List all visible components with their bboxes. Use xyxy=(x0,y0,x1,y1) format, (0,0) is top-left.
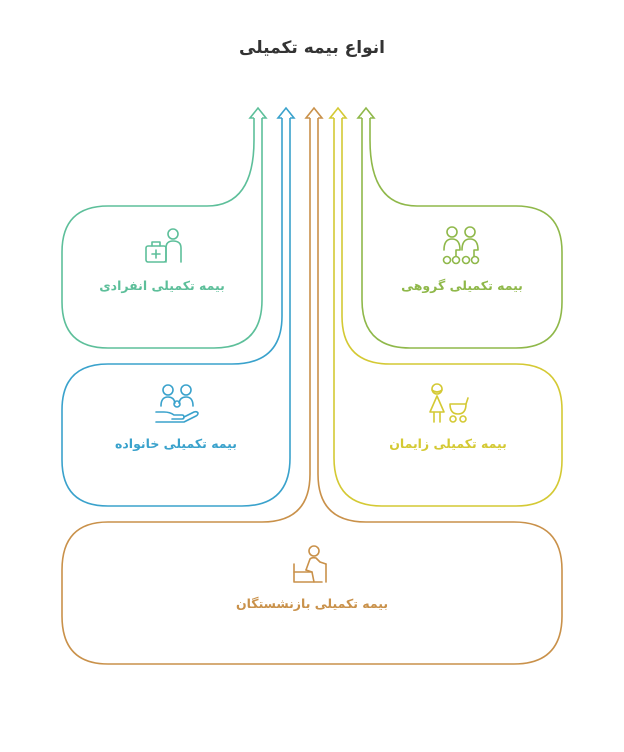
maternity-arrowhead xyxy=(330,108,346,118)
individual-label: بیمه تکمیلی انفرادی xyxy=(99,278,225,293)
retired-person-icon xyxy=(290,544,334,586)
mother-stroller-icon xyxy=(424,382,470,424)
family-label: بیمه تکمیلی خانواده xyxy=(115,436,237,451)
maternity-label: بیمه تکمیلی زایمان xyxy=(389,436,507,451)
group-people-icon xyxy=(438,224,484,266)
retired-label: بیمه تکمیلی بازنشستگان xyxy=(235,596,389,611)
group-arrowhead xyxy=(358,108,374,118)
medical-kit-person-icon xyxy=(142,226,186,266)
family-arrowhead xyxy=(278,108,294,118)
individual-arrowhead xyxy=(250,108,266,118)
retired-arrowhead xyxy=(306,108,322,118)
group-label: بیمه تکمیلی گروهی xyxy=(401,278,523,293)
family-hand-icon xyxy=(154,382,200,424)
diagram-title: انواع بیمه تکمیلی xyxy=(239,38,385,58)
